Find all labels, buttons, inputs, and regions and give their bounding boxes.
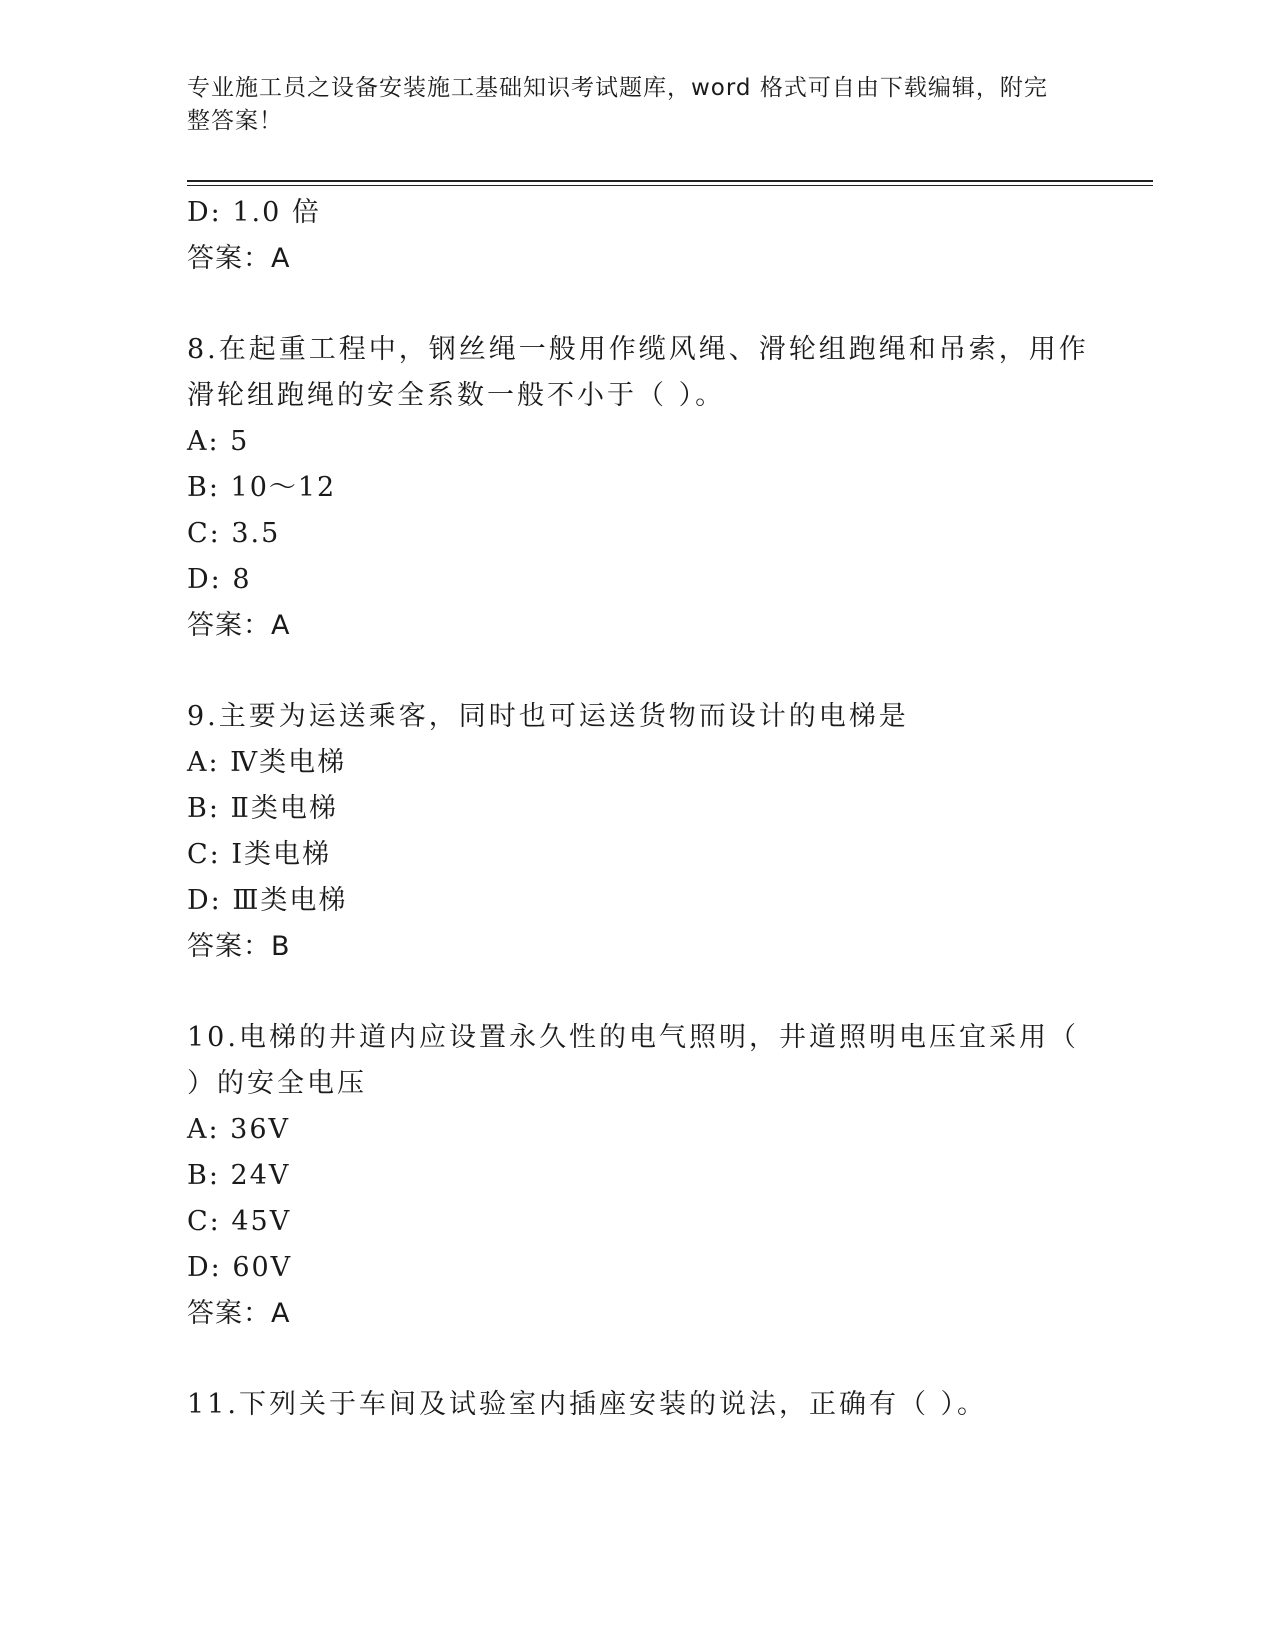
option-d: D: 60V [187, 1252, 293, 1283]
header-line-2: 整答案！ [187, 108, 283, 134]
header-divider-thick [187, 180, 1153, 182]
answer: 答案：A [187, 1298, 291, 1329]
question-stem: 10.电梯的井道内应设置永久性的电气照明，井道照明电压宜采用（ [187, 1022, 1079, 1053]
question-stem: ）的安全电压 [187, 1068, 367, 1099]
header-line-1: 专业施工员之设备安装施工基础知识考试题库，word 格式可自由下载编辑，附完 [187, 75, 1048, 101]
answer: 答案：A [187, 243, 291, 274]
question-stem: 11.下列关于车间及试验室内插座安装的说法，正确有（ ）。 [187, 1389, 988, 1420]
option-b: B: Ⅱ类电梯 [187, 793, 338, 824]
question-stem: 8.在起重工程中，钢丝绳一般用作缆风绳、滑轮组跑绳和吊索，用作 [187, 334, 1089, 365]
question-11 [187, 1382, 1087, 1428]
option-b: B: 24V [187, 1160, 291, 1191]
option-a: A: 36V [187, 1114, 291, 1145]
question-10 [187, 1015, 1087, 1337]
option-c: C: 3.5 [187, 518, 281, 549]
answer: 答案：A [187, 610, 291, 641]
option-d: D: 1.0 倍 [187, 197, 321, 228]
option-c: C: 45V [187, 1206, 292, 1237]
question-stem: 滑轮组跑绳的安全系数一般不小于（ ）。 [187, 380, 726, 411]
document-body [187, 190, 1087, 1428]
option-d: D: 8 [187, 564, 252, 595]
question-8 [187, 327, 1087, 649]
question-stem: 9.主要为运送乘客，同时也可运送货物而设计的电梯是 [187, 701, 909, 732]
option-d: D: Ⅲ类电梯 [187, 885, 348, 916]
header-divider-thin [187, 185, 1153, 186]
document-header [187, 72, 1067, 138]
question-9 [187, 694, 1087, 970]
option-b: B: 10～12 [187, 472, 337, 503]
answer: 答案：B [187, 931, 291, 962]
option-a: A: 5 [187, 426, 250, 457]
option-a: A: Ⅳ类电梯 [187, 747, 347, 778]
option-c: C: Ⅰ类电梯 [187, 839, 332, 870]
